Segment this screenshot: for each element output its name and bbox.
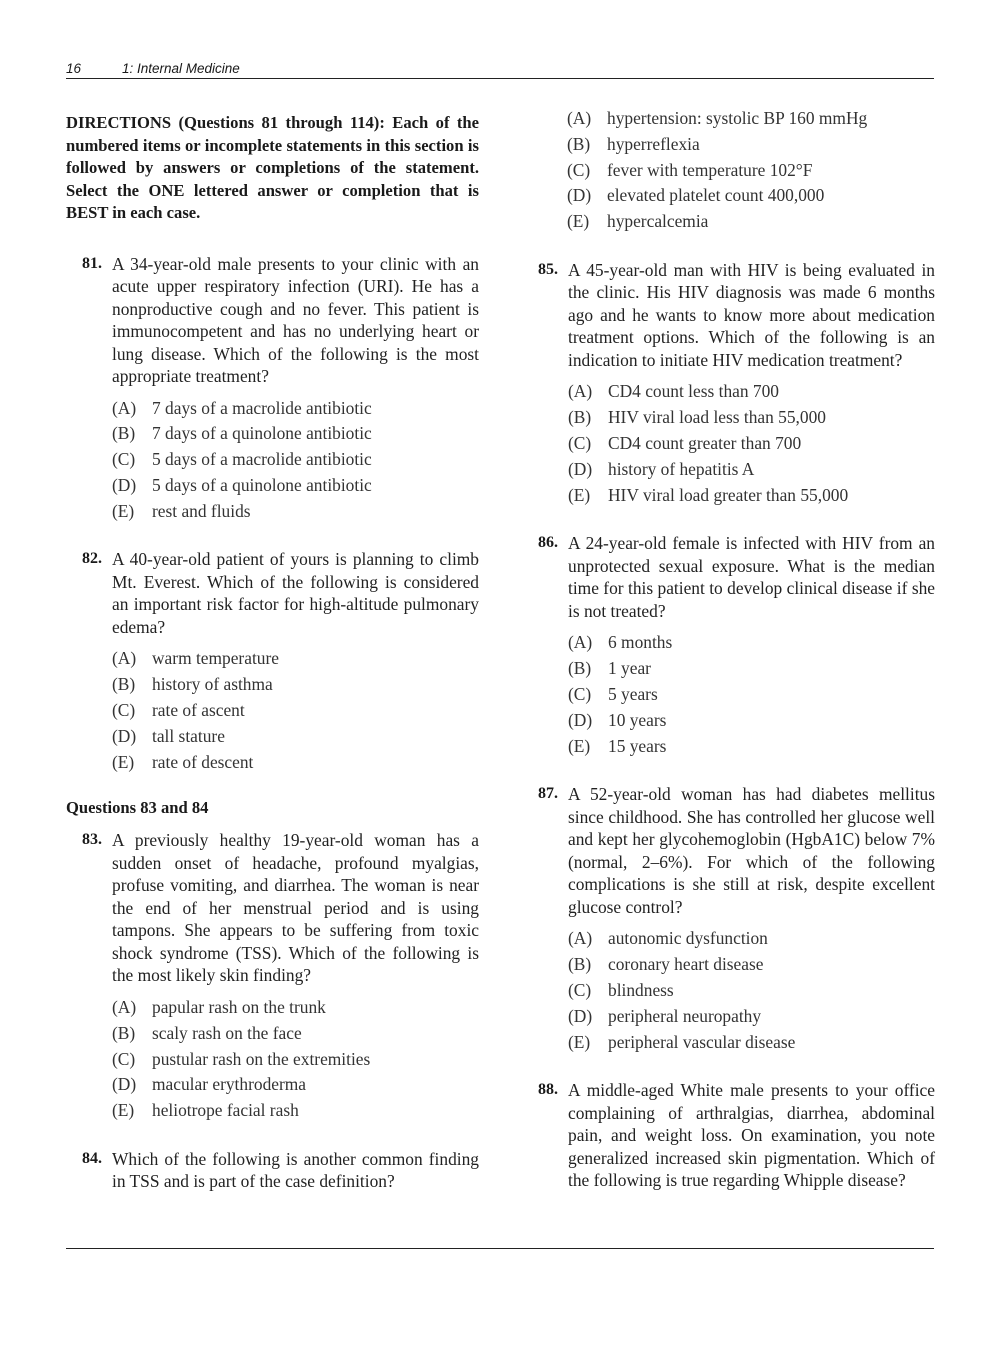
answer-option: (C) 5 years: [568, 684, 658, 705]
answer-option: (E) HIV viral load greater than 55,000: [568, 484, 849, 505]
answer-option: (E) rate of descent: [112, 751, 254, 772]
answer-options: [112, 396, 479, 525]
answer-option: (A) CD4 count less than 700: [568, 381, 779, 402]
question-84-options: [567, 106, 935, 235]
answer-option: (A) papular rash on the trunk: [112, 996, 326, 1017]
question-stem: A 40-year-old patient of yours is planning to climb Mt. Everest. Which of the following is considered an important risk factor for high-altitude pulmonary edema?: [112, 549, 479, 637]
question-stem: A previously healthy 19-year-old woman has a sudden onset of headache, profound myalgias, profuse vomiting, and diarrhea. The woman is near the end of her menstrual period and is using tampons. She appears to be suffering from toxic shock syndrome (TSS). Which of the following is the most likely skin finding?: [112, 830, 479, 986]
question-stem: A 45-year-old man with HIV is being evaluated in the clinic. His HIV diagnosis was made 6 months ago and he wants to know more about medication treatment options. Which of the following is an indication to initiate HIV medication treatment?: [568, 259, 935, 370]
page-header: [66, 60, 934, 79]
chapter-title: 1: Internal Medicine: [122, 61, 240, 76]
question-stem: A 52-year-old woman has had diabetes mellitus since childhood. She has controlled her glucose well and kept her glycohemoglobin (HgbA1C) below 7% (normal, 2–6%). For which of the following complications is she still at risk, despite excellent glucose control?: [568, 784, 935, 917]
answer-option: (A) warm temperature: [112, 648, 279, 669]
answer-option: (A) hypertension: systolic BP 160 mmHg: [567, 108, 868, 128]
question-number: 87.: [538, 785, 558, 803]
answer-option: (C) fever with temperature 102°F: [567, 159, 813, 180]
answer-option: (A) autonomic dysfunction: [568, 928, 768, 949]
answer-options: [568, 379, 935, 508]
answer-option: (C) 5 days of a macrolide antibiotic: [112, 449, 372, 470]
left-column: [66, 106, 479, 1217]
question-88: [522, 1079, 935, 1192]
question-stem: A 24-year-old female is infected with HIV from an unprotected sexual exposure. What is the median time for this patient to develop clinical disease if she is not treated?: [568, 533, 935, 621]
answer-option: (E) hypercalcemia: [567, 211, 709, 232]
answer-option: (C) pustular rash on the extremities: [112, 1048, 371, 1069]
answer-option: (E) peripheral vascular disease: [568, 1031, 796, 1052]
answer-options: [112, 646, 479, 775]
answer-option: (E) rest and fluids: [112, 500, 251, 521]
answer-option: (B) coronary heart disease: [568, 954, 764, 975]
question-81: [66, 253, 479, 525]
answer-options: [568, 630, 935, 759]
answer-option: (B) history of asthma: [112, 674, 273, 695]
question-84: [66, 1148, 479, 1193]
answer-option: (E) 15 years: [568, 735, 667, 756]
answer-option: (D) tall stature: [112, 725, 225, 746]
answer-option: (B) hyperreflexia: [567, 133, 700, 154]
question-number: 83.: [82, 831, 102, 849]
question-number: 85.: [538, 260, 558, 278]
answer-option: (D) macular erythroderma: [112, 1074, 307, 1095]
question-number: 88.: [538, 1081, 558, 1099]
answer-option: (C) rate of ascent: [112, 700, 245, 721]
question-86: [522, 532, 935, 759]
question-82: [66, 548, 479, 775]
question-number: 82.: [82, 550, 102, 568]
answer-option: (D) 5 days of a quinolone antibiotic: [112, 474, 372, 495]
answer-option: (D) peripheral neuropathy: [568, 1005, 762, 1026]
answer-option: (C) CD4 count greater than 700: [568, 433, 802, 454]
answer-option: (B) 7 days of a quinolone antibiotic: [112, 423, 372, 444]
question-number: 84.: [82, 1149, 102, 1167]
question-stem: Which of the following is another common finding in TSS and is part of the case definition?: [112, 1148, 479, 1192]
section-subheading: Questions 83 and 84: [66, 798, 209, 818]
answer-option: (E) heliotrope facial rash: [112, 1100, 299, 1121]
answer-option: (B) 1 year: [568, 658, 651, 679]
question-83: [66, 829, 479, 1123]
question-87: [522, 783, 935, 1055]
directions: DIRECTIONS (Questions 81 through 114): Each of the numbered items or incomplete statements in this section is followed by answers or completions of the statement. Select the ONE lettered answer or completion that is BEST in each case.: [66, 113, 479, 222]
answer-options: [112, 995, 479, 1124]
question-number: 81.: [82, 254, 102, 272]
question-stem: A middle-aged White male presents to your office complaining of arthralgias, diarrhea, abdominal pain, and weight loss. On examination, you note generalized increased skin pigmentation. Which of the following is true regarding Whipple disease?: [568, 1080, 935, 1191]
answer-option: (C) blindness: [568, 980, 674, 1001]
answer-option: (D) 10 years: [568, 709, 667, 730]
answer-option: (A) 7 days of a macrolide antibiotic: [112, 397, 372, 418]
question-85: [522, 259, 935, 508]
right-column: [522, 106, 935, 1216]
answer-option: (D) history of hepatitis A: [568, 458, 755, 479]
footer-rule: [66, 1248, 934, 1249]
question-stem: A 34-year-old male presents to your clinic with an acute upper respiratory infection (URI). He has a nonproductive cough and no fever. This patient is immunocompetent and has no underlying heart or lung disease. Which of the following is the most appropriate treatment?: [112, 253, 479, 386]
answer-option: (A) 6 months: [568, 632, 673, 653]
answer-option: (B) HIV viral load less than 55,000: [568, 407, 826, 428]
page-number: 16: [66, 61, 82, 76]
question-number: 86.: [538, 534, 558, 552]
answer-option: (D) elevated platelet count 400,000: [567, 185, 825, 206]
answer-option: (B) scaly rash on the face: [112, 1022, 302, 1043]
answer-options: [568, 926, 935, 1055]
